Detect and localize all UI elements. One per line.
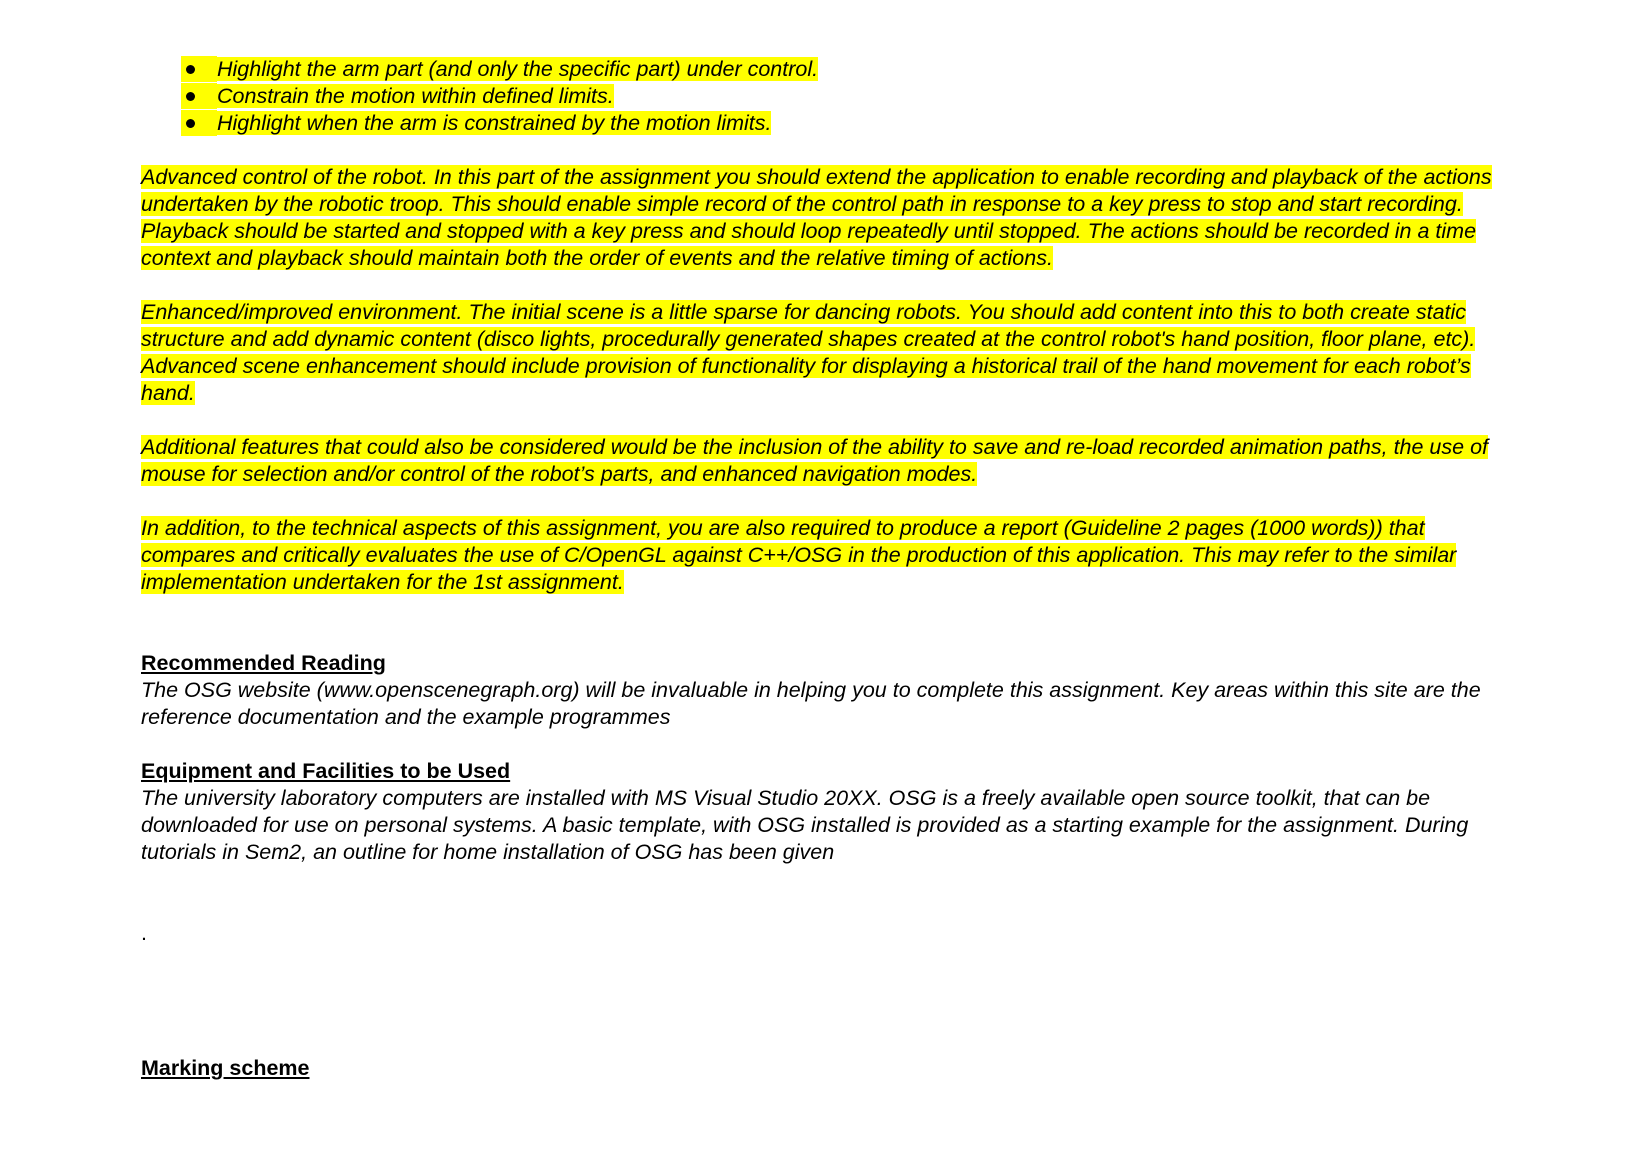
spacer (141, 731, 1511, 758)
report-text: In addition, to the technical aspects of this assignment, you are also required to produce a report (Guideline 2 pages (1000 words)) that compares and critically evaluates the use of C/OpenGL against C++/OSG in the production of this application. This may refer to the similar implementation undertaken for the 1st assignment. (141, 516, 1457, 594)
bullet-text: Highlight the arm part (and only the specific part) under control. (217, 57, 819, 81)
requirements-bullet-list (141, 56, 1511, 137)
spacer (141, 1001, 1511, 1055)
marking-scheme-heading: Marking scheme (141, 1056, 310, 1080)
document-content (141, 56, 1511, 1082)
spacer (141, 272, 1511, 299)
advanced-control-text: Advanced control of the robot. In this part of the assignment you should extend the application to enable recording and playback of the actions undertaken by the robotic troop. This should enable simple record of the control path in response to a key press to stop and start recording. Playback should be started and stopped with a key press and should loop repeatedly until stopped. The actions should be recorded in a time context and playback should maintain both the order of events and the relative timing of actions. (141, 165, 1492, 270)
list-item (141, 83, 1511, 110)
list-item (141, 56, 1511, 83)
spacer (141, 137, 1511, 164)
advanced-control-paragraph (141, 164, 1511, 272)
bullet-text: Highlight when the arm is constrained by the motion limits. (217, 111, 772, 135)
equipment-body: The university laboratory computers are installed with MS Visual Studio 20XX. OSG is a freely available open source toolkit, that can be downloaded for use on personal systems. A basic template, with OSG installed is provided as a starting example for the assignment. During tutorials in Sem2, an outline for home installation of OSG has been given (141, 786, 1469, 864)
report-paragraph (141, 515, 1511, 596)
bullet-text: Constrain the motion within defined limits. (217, 84, 614, 108)
bullet-icon (181, 56, 217, 82)
additional-features-text: Additional features that could also be considered would be the inclusion of the ability to save and re-load recorded animation paths, the use of mouse for selection and/or control of the robot’s parts, and enhanced navigation modes. (141, 435, 1488, 486)
enhanced-environment-paragraph (141, 299, 1511, 407)
recommended-reading-body: The OSG website (www.openscenegraph.org) will be invaluable in helping you to complete this assignment. Key areas within this site are the reference documentation and the example programmes (141, 678, 1481, 729)
spacer (141, 407, 1511, 434)
bullet-icon (181, 83, 217, 109)
recommended-reading-heading: Recommended Reading (141, 651, 386, 675)
bullet-icon (181, 110, 217, 136)
spacer (141, 947, 1511, 1001)
spacer (141, 488, 1511, 515)
additional-features-paragraph (141, 434, 1511, 488)
spacer (141, 596, 1511, 650)
spacer (141, 866, 1511, 920)
enhanced-environment-text: Enhanced/improved environment. The initial scene is a little sparse for dancing robots. You should add content into this to both create static structure and add dynamic content (disco lights, procedurally generated shapes created at the control robot's hand position, floor plane, etc). Advanced scene enhancement should include provision of functionality for displaying a historical trail of the hand movement for each robot’s hand. (141, 300, 1476, 405)
equipment-heading: Equipment and Facilities to be Used (141, 759, 511, 783)
stray-mark: . (141, 921, 147, 945)
list-item (141, 110, 1511, 137)
